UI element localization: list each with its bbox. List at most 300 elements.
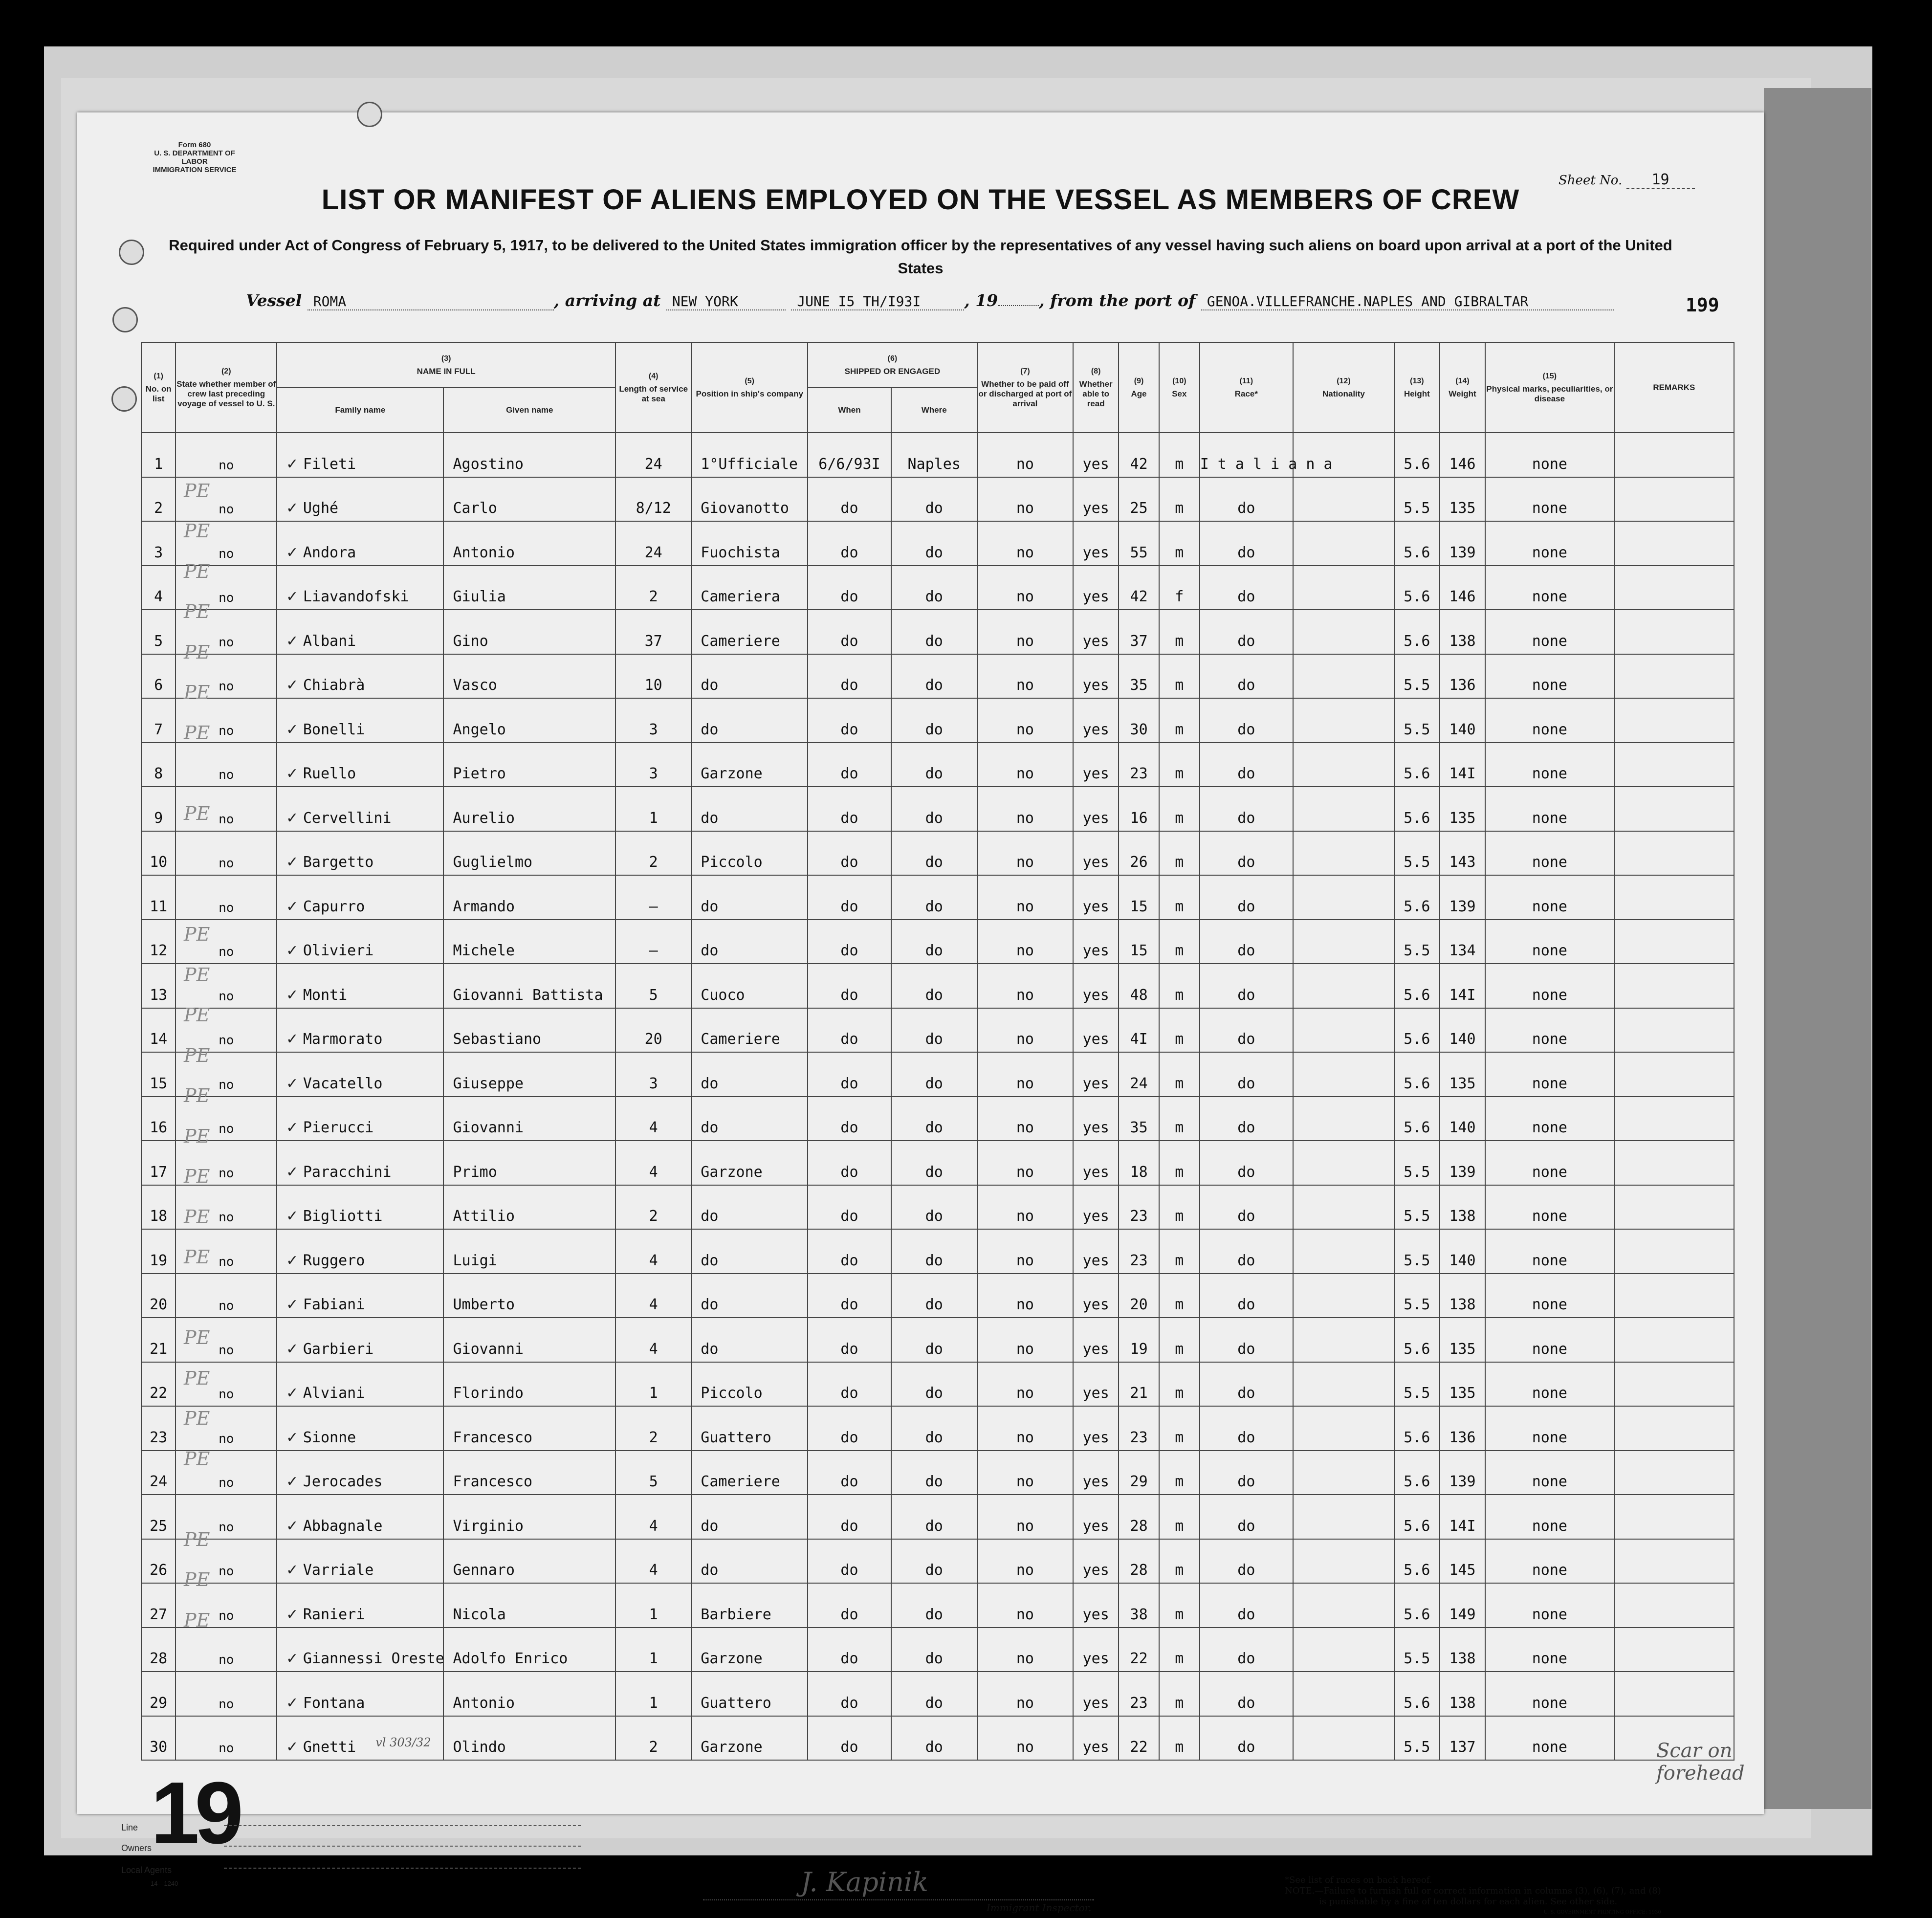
paid-off-cell bbox=[977, 1672, 1074, 1716]
nationality-cell bbox=[1293, 1318, 1394, 1362]
check-mark-icon: ✓ bbox=[286, 854, 303, 871]
prev-voyage: no bbox=[219, 768, 234, 782]
service-length: 2 bbox=[649, 1429, 658, 1446]
check-mark-icon: ✓ bbox=[286, 544, 303, 561]
paid-off-cell bbox=[977, 1097, 1074, 1141]
height-cell bbox=[1394, 1495, 1440, 1539]
shipped-when: do bbox=[840, 544, 858, 561]
shipped-where-cell bbox=[891, 1008, 977, 1053]
position-cell bbox=[691, 1229, 808, 1274]
handwritten-margin-mark: PE bbox=[184, 1609, 210, 1631]
age-cell bbox=[1119, 654, 1159, 699]
remarks-cell bbox=[1614, 610, 1734, 654]
weight-cell bbox=[1440, 1052, 1485, 1097]
height: 5.6 bbox=[1404, 1562, 1430, 1579]
race-cell bbox=[1200, 1052, 1293, 1097]
paid-off-cell bbox=[977, 964, 1074, 1008]
sex: m bbox=[1175, 1606, 1184, 1623]
prev-voyage: no bbox=[219, 1653, 234, 1667]
age-cell bbox=[1119, 1583, 1159, 1628]
prev-voyage: no bbox=[219, 1387, 234, 1402]
sex: m bbox=[1175, 1650, 1184, 1667]
service-length: 2 bbox=[649, 1208, 658, 1225]
service-length-cell bbox=[615, 521, 691, 566]
shipped-when: do bbox=[840, 1031, 858, 1048]
penalty-note-cont: is punishable by a fine of ten dollars for each alien. See other side. bbox=[1319, 1896, 1618, 1907]
row-number: 10 bbox=[150, 854, 168, 871]
race: do bbox=[1237, 1340, 1255, 1358]
race-cell bbox=[1200, 477, 1293, 522]
weight-cell bbox=[1440, 477, 1485, 522]
check-mark-icon: ✓ bbox=[286, 1163, 303, 1181]
sex-cell bbox=[1159, 1274, 1200, 1318]
row-number: 22 bbox=[150, 1385, 168, 1402]
physical-marks-cell bbox=[1485, 1539, 1614, 1584]
given-name-cell bbox=[443, 1672, 615, 1716]
able-to-read-cell bbox=[1073, 610, 1119, 654]
shipped-where-cell bbox=[891, 610, 977, 654]
handwritten-margin-mark: PE bbox=[184, 682, 210, 703]
shipped-where-cell bbox=[891, 920, 977, 964]
footer-note bbox=[1285, 1875, 1661, 1918]
given-name: Luigi bbox=[453, 1252, 497, 1269]
weight-cell bbox=[1440, 1097, 1485, 1141]
weight: 14I bbox=[1449, 1517, 1476, 1535]
paid-off: no bbox=[1016, 500, 1034, 517]
weight: 14I bbox=[1449, 986, 1476, 1004]
service-length-cell bbox=[615, 1539, 691, 1584]
position-cell bbox=[691, 1052, 808, 1097]
race: do bbox=[1237, 1031, 1255, 1048]
service-length-cell bbox=[615, 1583, 691, 1628]
service-length-cell bbox=[615, 1229, 691, 1274]
service-length: 3 bbox=[649, 765, 658, 782]
row-number-cell bbox=[141, 1141, 176, 1185]
able-to-read-cell bbox=[1073, 1141, 1119, 1185]
shipped-when-cell bbox=[808, 1451, 891, 1495]
weight-cell bbox=[1440, 964, 1485, 1008]
sex: m bbox=[1175, 500, 1184, 517]
height: 5.5 bbox=[1404, 1650, 1430, 1667]
physical-marks: none bbox=[1532, 1075, 1567, 1092]
nationality-cell bbox=[1293, 1539, 1394, 1584]
physical-marks: none bbox=[1532, 1606, 1567, 1623]
able-to-read-cell bbox=[1073, 1451, 1119, 1495]
family-name-cell bbox=[277, 1229, 443, 1274]
paid-off: no bbox=[1016, 986, 1034, 1004]
shipped-when: do bbox=[840, 898, 858, 915]
table-row bbox=[141, 964, 1734, 1008]
given-name: Aurelio bbox=[453, 809, 515, 827]
race-cell bbox=[1200, 831, 1293, 876]
shipped-where-cell bbox=[891, 787, 977, 831]
prev-voyage: no bbox=[219, 546, 234, 561]
col-given-name-header: Given name bbox=[443, 388, 615, 433]
given-name: Adolfo Enrico bbox=[453, 1650, 568, 1667]
table-row bbox=[141, 787, 1734, 831]
shipped-when-cell bbox=[808, 787, 891, 831]
given-name-cell bbox=[443, 1362, 615, 1407]
paid-off-cell bbox=[977, 743, 1074, 787]
weight: 140 bbox=[1449, 721, 1476, 738]
remarks-cell bbox=[1614, 920, 1734, 964]
prev-voyage: no bbox=[219, 679, 234, 694]
row-number-cell bbox=[141, 698, 176, 743]
sex-cell bbox=[1159, 743, 1200, 787]
shipped-where: do bbox=[925, 898, 943, 915]
nationality-cell bbox=[1293, 1716, 1394, 1761]
family-name-cell bbox=[277, 698, 443, 743]
age-cell bbox=[1119, 1362, 1159, 1407]
age-cell bbox=[1119, 831, 1159, 876]
race-cell bbox=[1200, 433, 1333, 477]
row-number-cell bbox=[141, 477, 176, 522]
position-cell bbox=[691, 1628, 808, 1672]
shipped-when: do bbox=[840, 809, 858, 827]
physical-marks-cell bbox=[1485, 566, 1614, 610]
prev-voyage: no bbox=[219, 458, 234, 473]
vessel-label: Vessel bbox=[246, 291, 302, 310]
family-name-cell bbox=[277, 743, 443, 787]
given-name-cell bbox=[443, 610, 615, 654]
weight-cell bbox=[1440, 1274, 1485, 1318]
handwritten-margin-mark: PE bbox=[184, 802, 210, 824]
year-label: , 19 bbox=[964, 291, 998, 310]
race: do bbox=[1237, 1119, 1255, 1136]
row-number-cell bbox=[141, 1318, 176, 1362]
prev-voyage: no bbox=[219, 1210, 234, 1225]
able-to-read: yes bbox=[1082, 632, 1109, 650]
physical-marks-cell bbox=[1485, 1097, 1614, 1141]
prev-voyage-cell bbox=[176, 1274, 277, 1318]
service-length: 8/12 bbox=[636, 500, 671, 517]
sex: m bbox=[1175, 1473, 1184, 1490]
age: 28 bbox=[1130, 1517, 1148, 1535]
shipped-where: do bbox=[925, 854, 943, 871]
position: do bbox=[701, 1075, 719, 1092]
position-cell bbox=[691, 477, 808, 522]
weight-cell bbox=[1440, 1672, 1485, 1716]
shipped-where-cell bbox=[891, 521, 977, 566]
shipped-where-cell bbox=[891, 831, 977, 876]
able-to-read-cell bbox=[1073, 831, 1119, 876]
paid-off: no bbox=[1016, 1694, 1034, 1712]
paid-off-cell bbox=[977, 875, 1074, 920]
family-name-cell bbox=[277, 1097, 443, 1141]
weight-cell bbox=[1440, 1318, 1485, 1362]
service-length-cell bbox=[615, 433, 691, 477]
age-cell bbox=[1119, 1141, 1159, 1185]
weight-cell bbox=[1440, 1406, 1485, 1451]
sex: m bbox=[1175, 809, 1184, 827]
service-length-cell bbox=[615, 1008, 691, 1053]
position-cell bbox=[691, 521, 808, 566]
weight: 149 bbox=[1449, 1606, 1476, 1623]
age: 23 bbox=[1130, 1208, 1148, 1225]
shipped-where-cell bbox=[891, 1229, 977, 1274]
row-number: 16 bbox=[150, 1119, 168, 1136]
able-to-read-cell bbox=[1073, 566, 1119, 610]
physical-marks: none bbox=[1532, 1031, 1567, 1048]
handwritten-margin-mark: PE bbox=[184, 1408, 210, 1429]
race-cell bbox=[1200, 1672, 1293, 1716]
sheet-value: 19 bbox=[1626, 171, 1695, 189]
shipped-where-cell bbox=[891, 1052, 977, 1097]
weight-cell bbox=[1440, 1185, 1485, 1230]
weight: 138 bbox=[1449, 1694, 1476, 1712]
paid-off: no bbox=[1016, 1252, 1034, 1269]
given-name-cell bbox=[443, 1583, 615, 1628]
remarks-cell bbox=[1614, 1274, 1734, 1318]
weight-cell bbox=[1440, 1141, 1485, 1185]
height-cell bbox=[1394, 1052, 1440, 1097]
handwritten-margin-mark: PE bbox=[184, 1528, 210, 1550]
family-name: Ughé bbox=[303, 500, 339, 517]
footer-agents-label: Local Agents bbox=[121, 1865, 172, 1875]
table-row bbox=[141, 1008, 1734, 1053]
family-name-cell bbox=[277, 610, 443, 654]
physical-marks: none bbox=[1532, 1340, 1567, 1358]
shipped-when-cell bbox=[808, 698, 891, 743]
service-length-cell bbox=[615, 1141, 691, 1185]
height: 5.6 bbox=[1404, 455, 1430, 473]
able-to-read: yes bbox=[1082, 986, 1109, 1004]
sex: m bbox=[1175, 1562, 1184, 1579]
prev-voyage: no bbox=[219, 1254, 234, 1269]
prev-voyage: no bbox=[219, 1476, 234, 1490]
given-name: Giovanni bbox=[453, 1119, 524, 1136]
sex-cell bbox=[1159, 1362, 1200, 1407]
sex: m bbox=[1175, 1385, 1184, 1402]
sex-cell bbox=[1159, 1318, 1200, 1362]
race-cell bbox=[1200, 1451, 1293, 1495]
physical-marks: none bbox=[1532, 544, 1567, 561]
race-cell bbox=[1200, 964, 1293, 1008]
row-number-cell bbox=[141, 566, 176, 610]
paid-off: no bbox=[1016, 1031, 1034, 1048]
able-to-read-cell bbox=[1073, 433, 1119, 477]
position-cell bbox=[691, 1008, 808, 1053]
service-length: 24 bbox=[644, 455, 662, 473]
shipped-when: do bbox=[840, 1385, 858, 1402]
handwritten-remark: Scar on forehead bbox=[1656, 1740, 1745, 1785]
shipped-when: do bbox=[840, 1252, 858, 1269]
able-to-read-cell bbox=[1073, 1008, 1119, 1053]
table-row bbox=[141, 1451, 1734, 1495]
given-name: Attilio bbox=[453, 1208, 515, 1225]
age: 37 bbox=[1130, 632, 1148, 650]
shipped-where: do bbox=[925, 721, 943, 738]
age-cell bbox=[1119, 698, 1159, 743]
sex-cell bbox=[1159, 477, 1200, 522]
col-weight-header: (14) Weight bbox=[1440, 343, 1485, 433]
family-name-cell bbox=[277, 831, 443, 876]
check-mark-icon: ✓ bbox=[286, 1429, 303, 1446]
race: do bbox=[1237, 898, 1255, 915]
height-cell bbox=[1394, 1583, 1440, 1628]
able-to-read: yes bbox=[1082, 1650, 1109, 1667]
table-row bbox=[141, 1672, 1734, 1716]
age-cell bbox=[1119, 1274, 1159, 1318]
nationality-cell bbox=[1293, 610, 1394, 654]
age: 26 bbox=[1130, 854, 1148, 871]
family-name-cell bbox=[277, 1495, 443, 1539]
height: 5.5 bbox=[1404, 677, 1430, 694]
shipped-when: do bbox=[840, 1650, 858, 1667]
weight: 135 bbox=[1449, 500, 1476, 517]
given-name-cell bbox=[443, 831, 615, 876]
age-cell bbox=[1119, 1716, 1159, 1761]
row-number: 8 bbox=[154, 765, 163, 782]
year-blank bbox=[998, 305, 1039, 306]
weight: 140 bbox=[1449, 1119, 1476, 1136]
owners-blank bbox=[224, 1846, 581, 1847]
punch-hole bbox=[119, 240, 144, 265]
sex: m bbox=[1175, 544, 1184, 561]
family-name: Giannessi Oreste bbox=[303, 1650, 444, 1667]
row-number: 9 bbox=[154, 809, 163, 827]
prev-voyage: no bbox=[219, 1166, 234, 1181]
position-cell bbox=[691, 698, 808, 743]
prev-voyage: no bbox=[219, 723, 234, 738]
shipped-where: do bbox=[925, 677, 943, 694]
sex-cell bbox=[1159, 610, 1200, 654]
given-name-cell bbox=[443, 1716, 615, 1761]
height-cell bbox=[1394, 698, 1440, 743]
weight: 135 bbox=[1449, 1075, 1476, 1092]
shipped-where: do bbox=[925, 986, 943, 1004]
shipped-where: do bbox=[925, 1252, 943, 1269]
shipped-where: do bbox=[925, 942, 943, 959]
height-cell bbox=[1394, 1672, 1440, 1716]
shipped-where-cell bbox=[891, 566, 977, 610]
check-mark-icon: ✓ bbox=[286, 1562, 303, 1579]
family-name: Albani bbox=[303, 632, 356, 650]
check-mark-icon: ✓ bbox=[286, 588, 303, 605]
race-cell bbox=[1200, 1539, 1293, 1584]
race: do bbox=[1237, 544, 1255, 561]
height: 5.5 bbox=[1404, 942, 1430, 959]
service-length-cell bbox=[615, 743, 691, 787]
shipped-where: do bbox=[925, 1119, 943, 1136]
given-name-cell bbox=[443, 787, 615, 831]
sex-cell bbox=[1159, 1628, 1200, 1672]
physical-marks: none bbox=[1532, 1208, 1567, 1225]
position-cell bbox=[691, 1672, 808, 1716]
shipped-where: do bbox=[925, 1075, 943, 1092]
shipped-where-cell bbox=[891, 1716, 977, 1761]
handwritten-margin-mark: PE bbox=[184, 1367, 210, 1389]
service-length: 3 bbox=[649, 721, 658, 738]
service-length: 2 bbox=[649, 1739, 658, 1756]
handwritten-margin-mark: PE bbox=[184, 1044, 210, 1066]
able-to-read-cell bbox=[1073, 1185, 1119, 1230]
able-to-read: yes bbox=[1082, 1562, 1109, 1579]
shipped-when-cell bbox=[808, 610, 891, 654]
service-length: 2 bbox=[649, 854, 658, 871]
table-row bbox=[141, 477, 1734, 522]
able-to-read-cell bbox=[1073, 743, 1119, 787]
shipped-when: 6/6/93I bbox=[818, 455, 880, 473]
paid-off-cell bbox=[977, 920, 1074, 964]
age: 38 bbox=[1130, 1606, 1148, 1623]
nationality-cell bbox=[1293, 1495, 1394, 1539]
position: do bbox=[701, 721, 719, 738]
table-row bbox=[141, 920, 1734, 964]
shipped-where-cell bbox=[891, 1141, 977, 1185]
age-cell bbox=[1119, 1008, 1159, 1053]
family-name-cell bbox=[277, 1539, 443, 1584]
shipped-where-cell bbox=[891, 964, 977, 1008]
family-name-cell bbox=[277, 787, 443, 831]
able-to-read-cell bbox=[1073, 1716, 1119, 1761]
family-name-cell bbox=[277, 920, 443, 964]
given-name: Carlo bbox=[453, 500, 497, 517]
handwritten-margin-mark: PE bbox=[184, 1206, 210, 1228]
prev-voyage: no bbox=[219, 900, 234, 915]
given-name: Guglielmo bbox=[453, 854, 533, 871]
family-name-cell bbox=[277, 521, 443, 566]
shipped-when-cell bbox=[808, 654, 891, 699]
race: do bbox=[1237, 854, 1255, 871]
paid-off-cell bbox=[977, 1008, 1074, 1053]
paid-off: no bbox=[1016, 544, 1034, 561]
family-name: Monti bbox=[303, 986, 348, 1004]
table-row bbox=[141, 521, 1734, 566]
given-name: Giovanni bbox=[453, 1340, 524, 1358]
weight-cell bbox=[1440, 698, 1485, 743]
physical-marks-cell bbox=[1485, 1362, 1614, 1407]
height-cell bbox=[1394, 787, 1440, 831]
paid-off-cell bbox=[977, 1141, 1074, 1185]
signature-line bbox=[703, 1899, 1094, 1900]
position: do bbox=[701, 1252, 719, 1269]
given-name-cell bbox=[443, 1274, 615, 1318]
departure-ports: GENOA.VILLEFRANCHE.NAPLES AND GIBRALTAR bbox=[1201, 293, 1614, 310]
shipped-when: do bbox=[840, 765, 858, 782]
able-to-read: yes bbox=[1082, 455, 1109, 473]
paid-off-cell bbox=[977, 654, 1074, 699]
given-name: Virginio bbox=[453, 1517, 524, 1535]
height: 5.5 bbox=[1404, 1296, 1430, 1313]
remarks-cell bbox=[1614, 1628, 1734, 1672]
physical-marks: none bbox=[1532, 1650, 1567, 1667]
family-name: Marmorato bbox=[303, 1031, 383, 1048]
height: 5.6 bbox=[1404, 986, 1430, 1004]
row-number: 19 bbox=[150, 1252, 168, 1269]
given-name-cell bbox=[443, 477, 615, 522]
sex: f bbox=[1175, 588, 1184, 605]
check-mark-icon: ✓ bbox=[286, 1385, 303, 1402]
weight: 136 bbox=[1449, 1429, 1476, 1446]
check-mark-icon: ✓ bbox=[286, 1075, 303, 1092]
physical-marks-cell bbox=[1485, 920, 1614, 964]
height: 5.5 bbox=[1404, 1739, 1430, 1756]
given-name: Sebastiano bbox=[453, 1031, 542, 1048]
age-cell bbox=[1119, 477, 1159, 522]
family-name: Fabiani bbox=[303, 1296, 365, 1313]
remarks-cell bbox=[1614, 1008, 1734, 1053]
able-to-read-cell bbox=[1073, 477, 1119, 522]
col-age-header: (9) Age bbox=[1119, 343, 1159, 433]
family-name: Vacatello bbox=[303, 1075, 383, 1092]
given-name: Nicola bbox=[453, 1606, 506, 1623]
shipped-when: do bbox=[840, 942, 858, 959]
position: Cuoco bbox=[701, 986, 745, 1004]
age: 15 bbox=[1130, 898, 1148, 915]
vessel-line bbox=[246, 291, 1614, 310]
line-blank bbox=[224, 1825, 581, 1826]
